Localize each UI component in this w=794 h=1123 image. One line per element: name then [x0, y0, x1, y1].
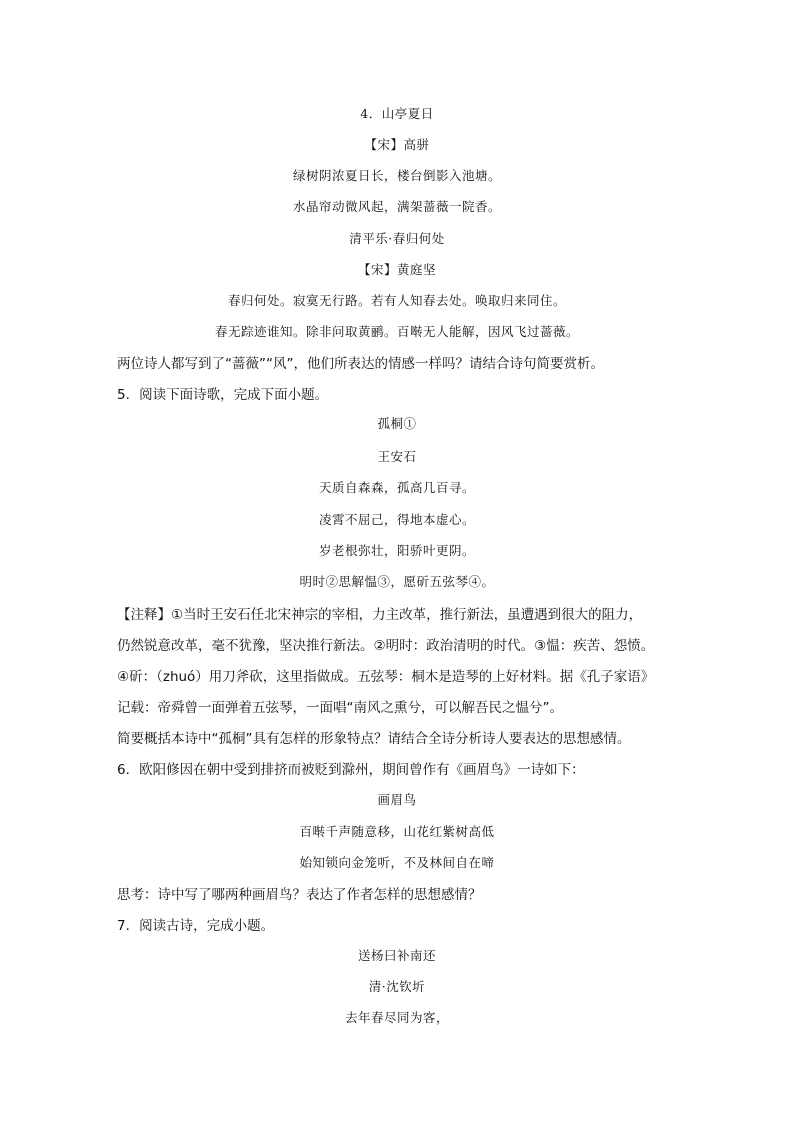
q5-poem-line4: 明时②思解愠③，愿斫五弦琴④。 [299, 574, 495, 589]
q7-poem-title: 送杨曰补南还 [357, 948, 436, 963]
q5-question: 简要概括本诗中“孤桐”具有怎样的形象特点？请结合全诗分析诗人要表达的思想感情。 [117, 731, 631, 747]
q6-poem-title: 画眉鸟 [377, 792, 417, 807]
q4-poem2-author: 【宋】黄庭坚 [357, 262, 436, 277]
q4-title: 4．山亭夏日 [360, 106, 434, 121]
q5-poem-line3: 岁老根弥壮，阳骄叶更阴。 [318, 543, 475, 558]
q5-poem-title: 孤桐① [377, 416, 417, 431]
q7-poem-line1: 去年春尽同为客， [344, 1010, 449, 1025]
q4-poem1-line2: 水晶帘动微风起，满架蔷薇一院香。 [292, 199, 501, 214]
q4-poem1-author: 【宋】高骈 [364, 137, 430, 152]
q6-question: 思考：诗中写了哪两种画眉鸟？表达了作者怎样的思想感情？ [117, 887, 482, 903]
q5-poem-line1: 天质自森森，孤高几百寻。 [318, 480, 475, 495]
q5-note-2: 仍然锐意改革，毫不犹豫，坚决推行新法。②明时：政治清明的时代。③愠：疾苦、怨愤。 [117, 638, 655, 654]
q5-intro: 5．阅读下面诗歌，完成下面小题。 [117, 387, 329, 403]
q5-note-4: 记载：帝舜曾一面弹着五弦琴，一面唱“南风之熏兮，可以解吾民之愠兮”。 [117, 700, 563, 716]
q4-question: 两位诗人都写到了“蔷薇”“风”，他们所表达的情感一样吗？请结合诗句简要赏析。 [117, 356, 604, 372]
q6-poem-line2: 始知锁向金笼听，不及林间自在啼 [299, 855, 495, 870]
q5-poem-author: 王安石 [377, 449, 417, 464]
q5-note-3: ④斫：（zhuó）用刀斧砍，这里指做成。五弦琴：桐木是造琴的上好材料。据《孔子家语》 [117, 669, 655, 685]
q6-intro: 6．欧阳修因在朝中受到排挤而被贬到滁州，期间曾作有《画眉鸟》一诗如下： [117, 762, 585, 778]
q7-intro: 7．阅读古诗，完成小题。 [117, 918, 275, 934]
q7-poem-author: 清·沈钦圻 [368, 979, 426, 994]
q4-poem2-line1: 春归何处。寂寞无行路。若有人知春去处。唤取归来同住。 [227, 293, 566, 308]
q5-note-1: 【注释】①当时王安石任北宋神宗的宰相，力主改革，推行新法，虽遭遇到很大的阻力， [117, 607, 643, 623]
q4-poem1-line1: 绿树阴浓夏日长，楼台倒影入池塘。 [292, 168, 501, 183]
q5-poem-line2: 凌霄不屈己，得地本虚心。 [318, 512, 475, 527]
q4-poem2-title: 清平乐·春归何处 [349, 231, 445, 246]
q6-poem-line1: 百啭千声随意移，山花红紫树高低 [299, 824, 495, 839]
q4-poem2-line2: 春无踪迹谁知。除非问取黄鹂。百啭无人能解，因风飞过蔷薇。 [214, 324, 579, 339]
